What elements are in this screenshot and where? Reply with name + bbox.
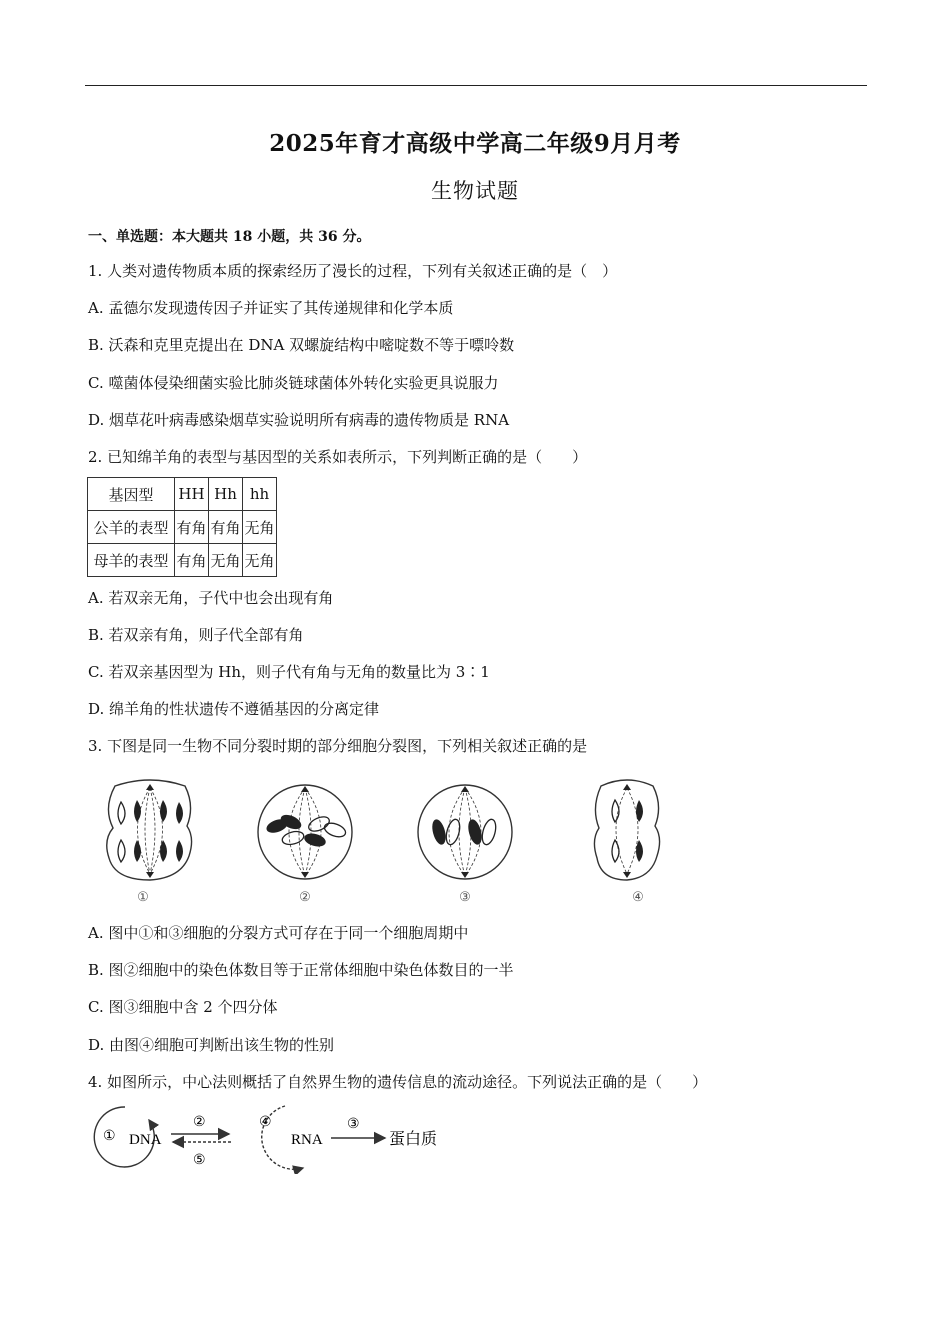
question-1-option-a: A. 孟德尔发现遗传因子并证实了其传递规律和化学本质 — [88, 299, 454, 317]
table-header-cell: Hh — [209, 478, 243, 511]
header-rule — [85, 85, 867, 86]
question-3-option-c: C. 图③细胞中含 2 个四分体 — [88, 998, 278, 1016]
table-cell: 无角 — [209, 544, 243, 577]
cell-label-2: ② — [299, 890, 311, 905]
step-label-4: ④ — [259, 1115, 272, 1130]
question-2-option-a: A. 若双亲无角，子代中也会出现有角 — [88, 589, 334, 607]
table-cell: 无角 — [243, 511, 277, 544]
question-4-stem: 4. 如图所示，中心法则概括了自然界生物的遗传信息的流动途径。下列说法正确的是（ ） — [88, 1073, 708, 1091]
question-3-option-d: D. 由图④细胞可判断出该生物的性别 — [88, 1036, 335, 1054]
table-header-row — [88, 478, 277, 511]
central-dogma-diagram — [85, 1102, 455, 1174]
exam-subtitle: 生物试题 — [431, 179, 519, 203]
section-heading: 一、单选题：本大题共 18 小题，共 36 分。 — [88, 229, 371, 245]
rna-label: RNA — [291, 1132, 323, 1148]
question-3-option-b: B. 图②细胞中的染色体数目等于正常体细胞中染色体数目的一半 — [88, 961, 514, 979]
question-1-option-c: C. 噬菌体侵染细菌实验比肺炎链球菌体外转化实验更具说服力 — [88, 374, 499, 392]
question-2-stem: 2. 已知绵羊角的表型与基因型的关系如表所示，下列判断正确的是（ ） — [88, 448, 588, 466]
table-header-cell: hh — [243, 478, 277, 511]
genotype-table — [87, 477, 277, 577]
table-cell: 无角 — [243, 544, 277, 577]
table-cell: 母羊的表型 — [88, 544, 175, 577]
question-2-option-c: C. 若双亲基因型为 Hh，则子代有角与无角的数量比为 3∶1 — [88, 663, 490, 681]
question-1-option-b: B. 沃森和克里克提出在 DNA 双螺旋结构中嘧啶数不等于嘌呤数 — [88, 336, 515, 354]
question-1-stem: 1. 人类对遗传物质本质的探索经历了漫长的过程，下列有关叙述正确的是（ ） — [88, 262, 618, 280]
table-row — [88, 544, 277, 577]
dna-label: DNA — [129, 1132, 162, 1148]
step-label-3: ③ — [347, 1117, 360, 1132]
table-header-cell: 基因型 — [88, 478, 175, 511]
cell-label-4: ④ — [632, 890, 644, 905]
question-1-option-d: D. 烟草花叶病毒感染烟草实验说明所有病毒的遗传物质是 RNA — [88, 411, 510, 429]
question-2-option-b: B. 若双亲有角，则子代全部有角 — [88, 626, 304, 644]
step-label-5: ⑤ — [193, 1153, 206, 1168]
cell-label-3: ③ — [459, 890, 471, 905]
table-header-cell: HH — [175, 478, 209, 511]
question-3-stem: 3. 下图是同一生物不同分裂时期的部分细胞分裂图，下列相关叙述正确的是 — [88, 737, 588, 755]
protein-label: 蛋白质 — [389, 1131, 438, 1148]
step-label-1: ① — [103, 1129, 116, 1144]
cell-diagram-2 — [253, 778, 357, 886]
question-3-option-a: A. 图中①和③细胞的分裂方式可存在于同一个细胞周期中 — [88, 924, 469, 942]
table-cell: 有角 — [175, 511, 209, 544]
table-cell: 有角 — [209, 511, 243, 544]
cell-diagram-3 — [413, 778, 517, 886]
table-cell: 公羊的表型 — [88, 511, 175, 544]
cell-diagram-1 — [95, 778, 205, 886]
exam-title: 2025年育才高级中学高二年级9月月考 — [269, 130, 681, 157]
table-row — [88, 511, 277, 544]
cell-division-figure — [85, 778, 685, 910]
question-2-option-d: D. 绵羊角的性状遗传不遵循基因的分离定律 — [88, 700, 380, 718]
cell-label-1: ① — [137, 890, 149, 905]
cell-diagram-4 — [585, 778, 669, 886]
step-label-2: ② — [193, 1115, 206, 1130]
table-cell: 有角 — [175, 544, 209, 577]
